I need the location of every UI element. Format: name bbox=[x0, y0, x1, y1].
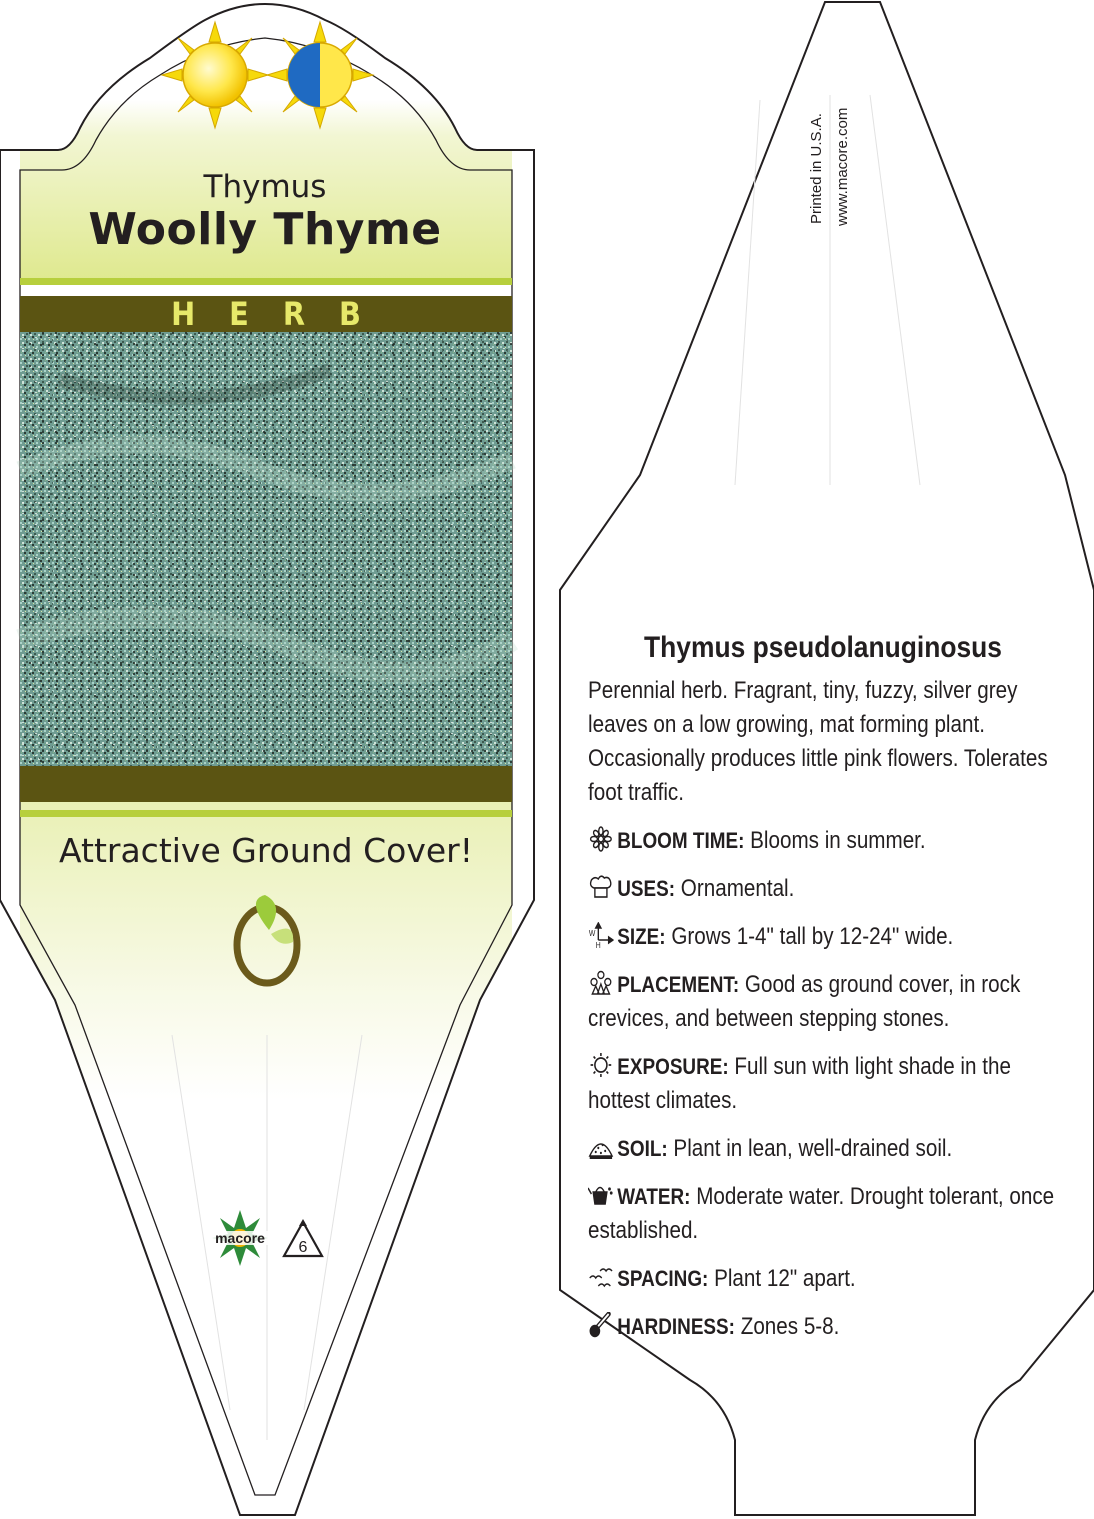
attribute-text: Plant in lean, well-drained soil. bbox=[667, 1135, 953, 1162]
attribute-label: HARDINESS: bbox=[617, 1314, 735, 1339]
website-text: www.macore.com bbox=[834, 107, 851, 226]
attribute-text: Moderate water. Drought tolerant, once established. bbox=[588, 1183, 1055, 1244]
attribute-text: Plant 12" apart. bbox=[708, 1265, 856, 1292]
common-name: Woolly Thyme bbox=[88, 204, 442, 255]
genus-name: Thymus bbox=[203, 169, 327, 205]
spacing-birds-icon bbox=[588, 1264, 614, 1288]
printer-info bbox=[800, 74, 860, 234]
plants-placement-icon bbox=[588, 970, 614, 994]
sun-outline-icon bbox=[588, 1052, 614, 1076]
category-label: HERB bbox=[171, 295, 395, 333]
full-sun-icon bbox=[160, 20, 270, 130]
attribute-label: USES: bbox=[617, 876, 676, 901]
attribute-row bbox=[588, 872, 1057, 906]
attribute-label: SIZE: bbox=[617, 924, 666, 949]
care-info bbox=[588, 628, 1058, 1344]
attribute-row bbox=[588, 824, 1057, 858]
tagline: Attractive Ground Cover! bbox=[59, 831, 473, 870]
attribute-row bbox=[588, 1180, 1057, 1248]
attribute-text: Blooms in summer. bbox=[744, 827, 926, 854]
plant-description: Perennial herb. Fragrant, tiny, fuzzy, silver grey leaves on a low growing, mat forming plant. Occasionally produces little pink flowers. Tolerates foot traffic. bbox=[588, 677, 1048, 806]
soil-mound-icon bbox=[588, 1134, 614, 1158]
attribute-row bbox=[588, 920, 1057, 954]
thermometer-icon bbox=[588, 1312, 614, 1336]
size-arrows-icon bbox=[588, 922, 614, 946]
attribute-text: Grows 1-4" tall by 12-24" wide. bbox=[665, 923, 954, 950]
seedling-logo-icon bbox=[225, 890, 310, 990]
attribute-label: EXPOSURE: bbox=[617, 1054, 729, 1079]
attribute-row bbox=[588, 968, 1057, 1036]
attribute-row bbox=[588, 1050, 1057, 1118]
printed-in-text: Printed in U.S.A. bbox=[808, 113, 825, 224]
attribute-text: Ornamental. bbox=[675, 875, 795, 902]
attribute-label: SPACING: bbox=[617, 1266, 709, 1291]
part-sun-icon bbox=[265, 20, 375, 130]
svg-text:W: W bbox=[588, 928, 596, 939]
svg-text:H: H bbox=[595, 940, 601, 948]
macore-wordmark: macore bbox=[215, 1230, 265, 1246]
chef-hat-icon bbox=[588, 874, 614, 898]
attribute-text: Zones 5-8. bbox=[734, 1313, 840, 1340]
attribute-label: PLACEMENT: bbox=[617, 972, 740, 997]
attribute-list bbox=[588, 824, 1058, 1344]
attribute-text: Good as ground cover, in rock crevices, and between stepping stones. bbox=[588, 971, 1021, 1032]
attribute-label: SOIL: bbox=[617, 1136, 668, 1161]
attribute-row bbox=[588, 1310, 1057, 1344]
attribute-text: Full sun with light shade in the hottest climates. bbox=[588, 1053, 1011, 1114]
flower-icon bbox=[588, 826, 614, 850]
recycle-code: 6 bbox=[298, 1239, 308, 1256]
watering-can-icon bbox=[588, 1182, 614, 1206]
attribute-label: WATER: bbox=[617, 1184, 691, 1209]
attribute-row bbox=[588, 1262, 1057, 1296]
attribute-label: BLOOM TIME: bbox=[617, 828, 745, 853]
recycle-icon bbox=[280, 1218, 326, 1262]
macore-logo-icon bbox=[205, 1208, 275, 1268]
attribute-row bbox=[588, 1132, 1057, 1166]
botanical-name: Thymus pseudolanuginosus bbox=[644, 631, 1002, 664]
